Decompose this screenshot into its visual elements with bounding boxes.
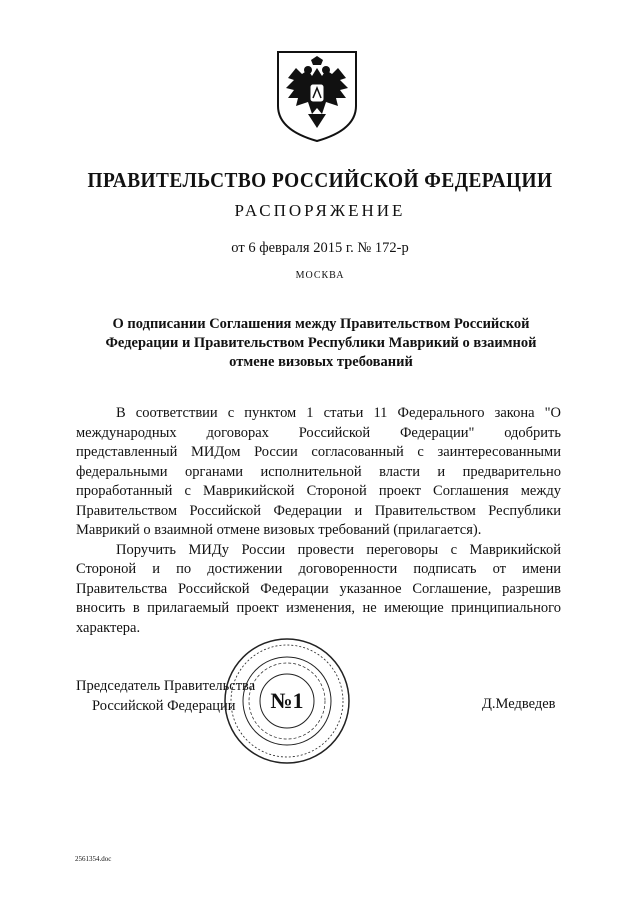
document-subject: О подписании Соглашения между Правительством Российской Федерации и Правительством Республики Маврикий о взаимной отмене визовых требований (105, 316, 537, 370)
document-city: МОСКВА (295, 270, 345, 281)
document-body (76, 404, 561, 638)
paragraph-2: Поручить МИДу России провести переговоры с Маврикийской Стороной и по достижении договоренности подписать от имени Правительства Российской Федерации указанное Соглашение, разрешив вносить в прилагаемый проект изменения, не имеющие принципиального характера. (76, 541, 561, 636)
double-headed-eagle-icon (274, 48, 360, 144)
signatory-name: Д.Медведев (482, 696, 556, 712)
file-identifier: 2561354.doc (75, 855, 112, 863)
paragraph-1: В соответствии с пунктом 1 статьи 11 Федерального закона "О международных договорах Российской Федерации" одобрить представленный МИДом России согласованный с заинтересованными федеральными органами исполнительной власти и предварительно проработанный с Маврикийской Стороной проект Соглашения между Правительством Российской Федерации и Правительством Республики Маврикий о взаимной отмене визовых требований (прилагается). (76, 405, 561, 538)
stamp-number: №1 (270, 688, 304, 713)
official-seal-stamp (222, 636, 352, 766)
document-type: РАСПОРЯЖЕНИЕ (234, 201, 406, 220)
document-date-number: от 6 февраля 2015 г. № 172-р (231, 240, 409, 256)
government-title: ПРАВИТЕЛЬСТВО РОССИЙСКОЙ ФЕДЕРАЦИИ (87, 168, 553, 192)
signer-title-line2: Российской Федерации (92, 698, 236, 714)
signer-title-line1: Председатель Правительства (76, 678, 256, 694)
